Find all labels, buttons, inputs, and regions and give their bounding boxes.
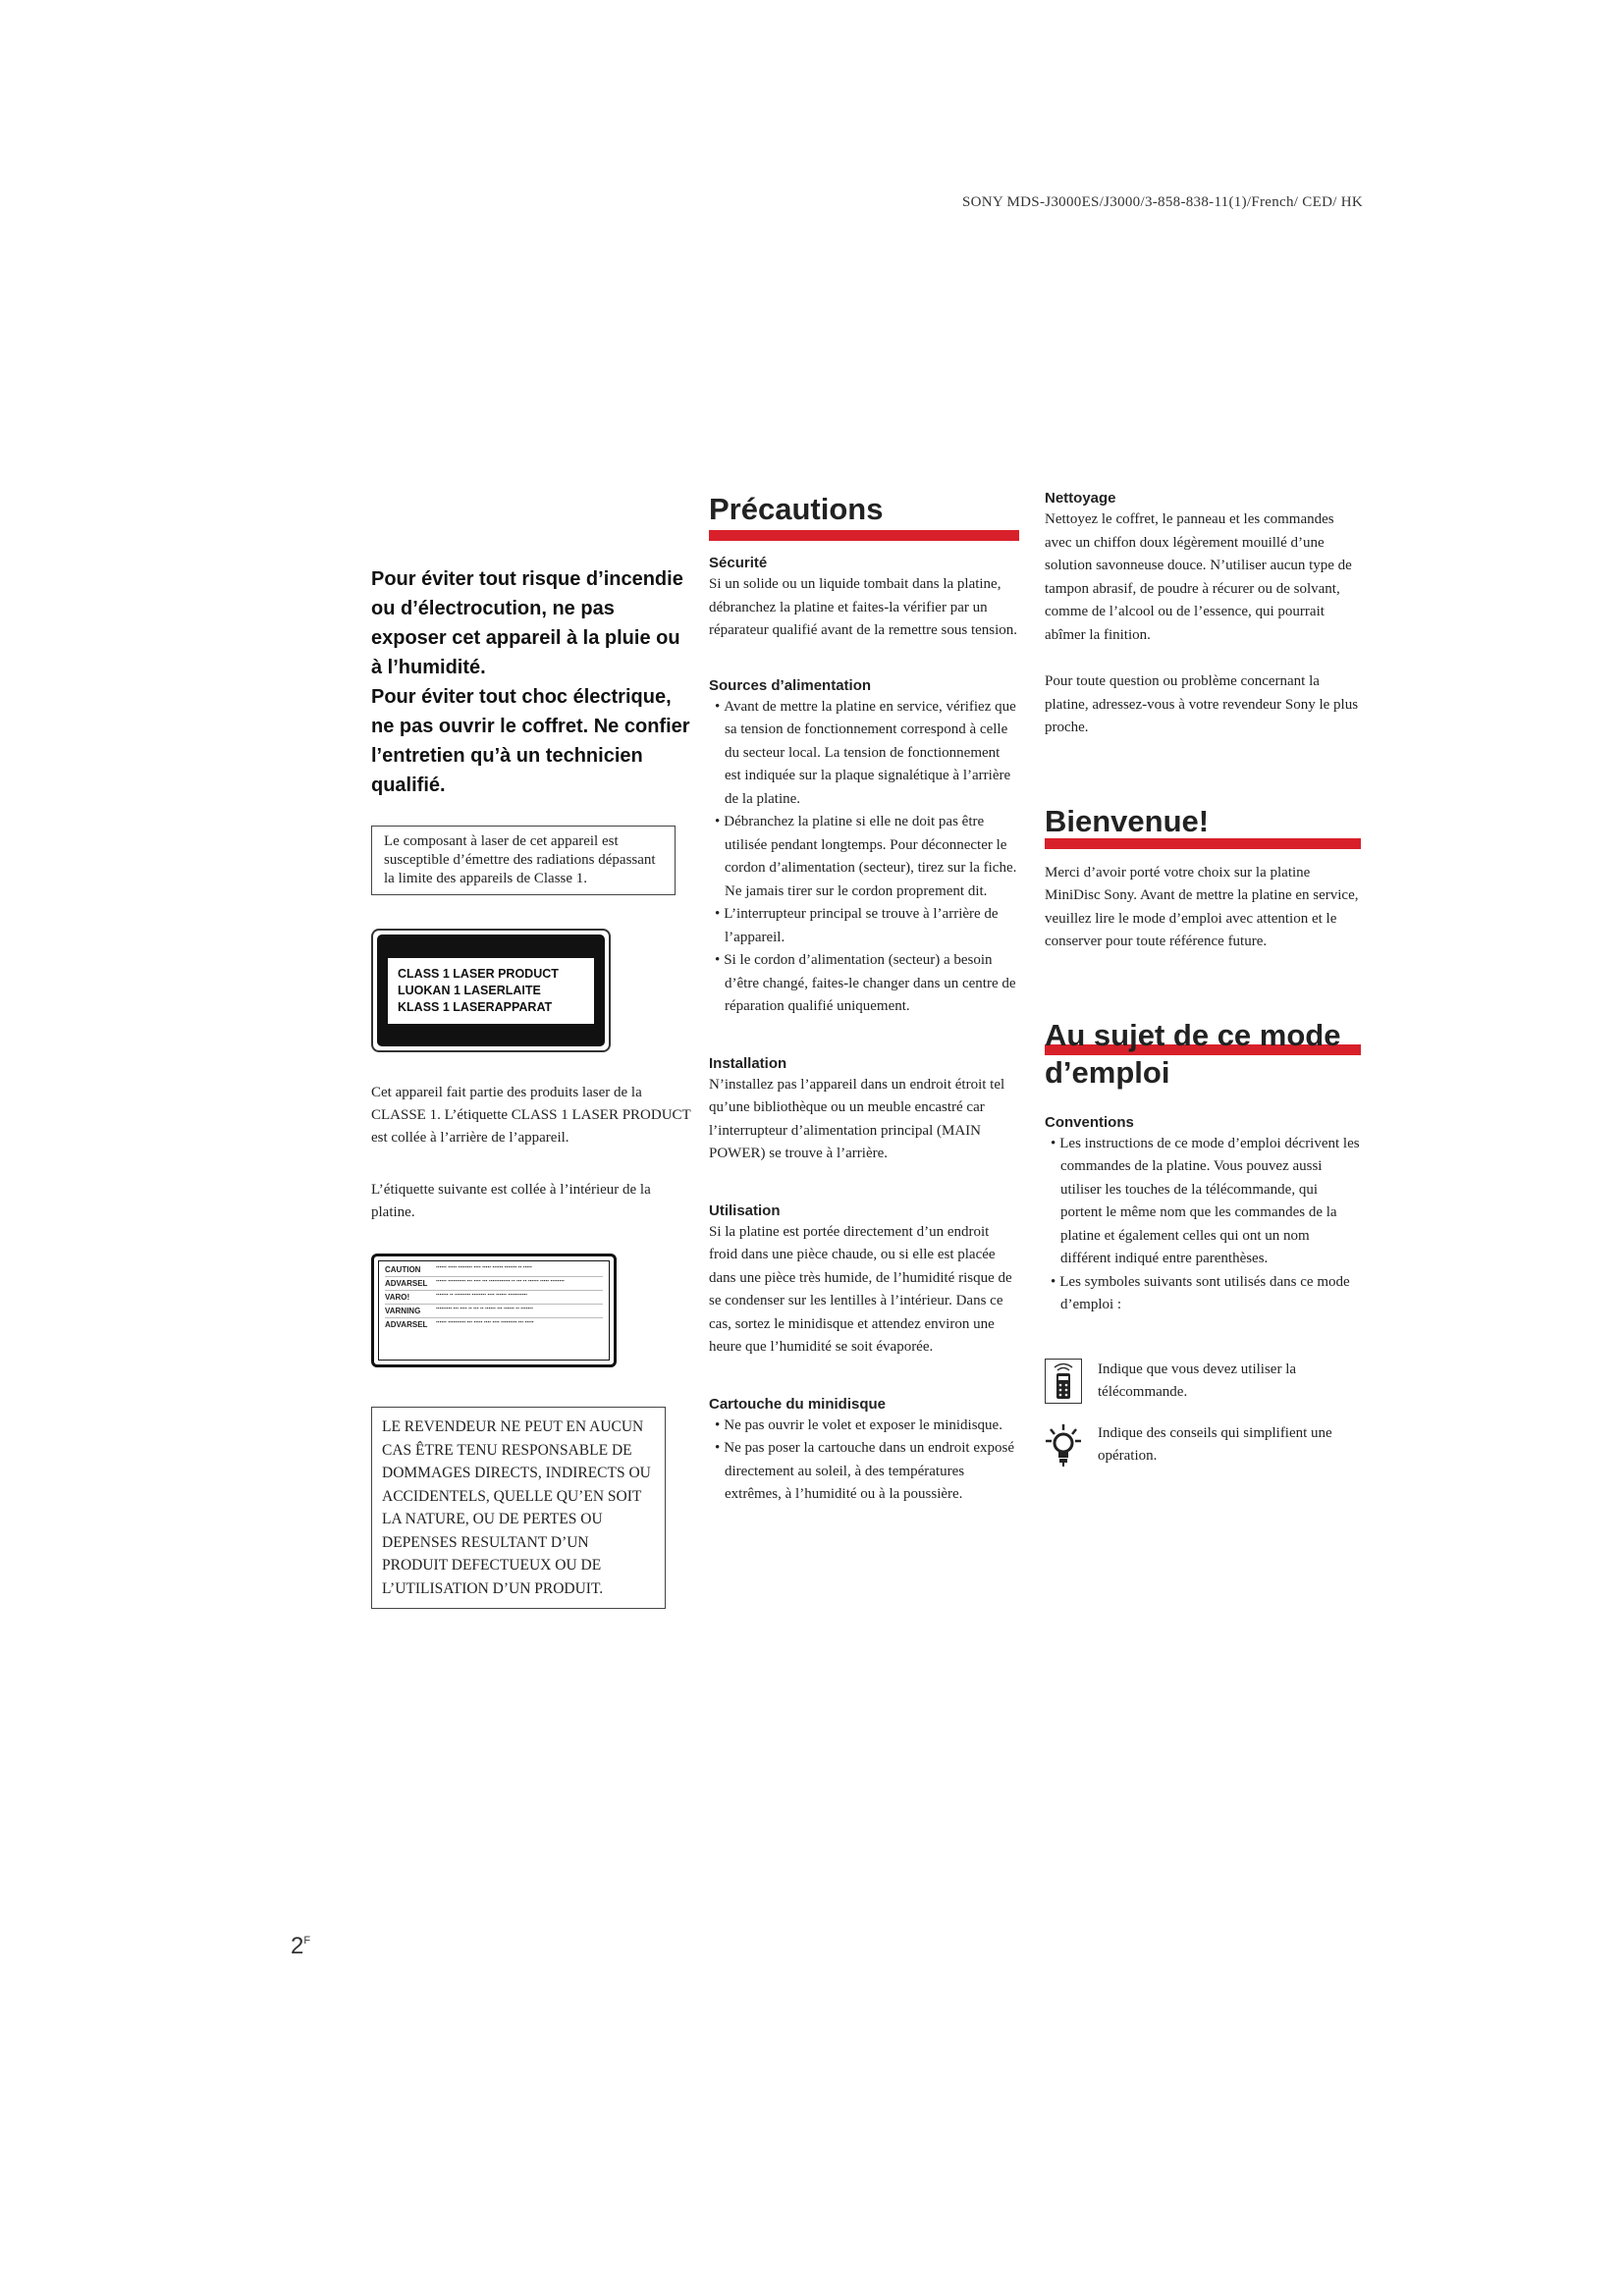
fine-print-icon: ▪▪▪▪▪▪ ▪▪▪▪▪ ▪▪▪▪▪▪▪▪ ▪▪▪▪ ▪▪▪▪▪ ▪▪▪▪▪▪ ▪▪▪▪▪▪▪ ▪▪ ▪▪▪▪▪ <box>436 1264 532 1269</box>
cartouche-list <box>709 1415 1019 1507</box>
red-title-bar <box>709 530 1019 541</box>
list-item: • Ne pas poser la cartouche dans un endroit exposé directement au soleil, à des températures extrêmes, à l’humidité ou à la poussière. <box>709 1437 1019 1507</box>
caution-key: CAUTION <box>385 1265 421 1274</box>
list-item: • Ne pas ouvrir le volet et exposer le minidisque. <box>709 1415 1019 1438</box>
nettoyage-heading: Nettoyage <box>1045 490 1116 507</box>
class1-description: Cet appareil fait partie des produits laser de la CLASSE 1. L’étiquette CLASS 1 LASER PRODUCT est collée à l’arrière de l’appareil. <box>371 1085 691 1146</box>
left-column <box>371 564 695 1609</box>
laser-notice-box: Le composant à laser de cet appareil est susceptible d’émettre des radiations dépassant la limite des appareils de Classe 1. <box>371 826 676 895</box>
internal-label-note: L’étiquette suivante est collée à l’intérieur de la platine. <box>371 1182 651 1220</box>
label-line: CLASS 1 LASER PRODUCT <box>398 966 559 981</box>
fine-print-icon: ▪▪▪▪▪▪▪▪▪ ▪▪▪ ▪▪▪▪ ▪▪ ▪▪▪ ▪▪ ▪▪▪▪▪▪ ▪▪▪ ▪▪▪▪▪▪ ▪▪ ▪▪▪▪▪▪▪ <box>436 1306 533 1310</box>
contact-text: Pour toute question ou problème concernant la platine, adressez-vous à votre revendeur Sony le plus proche. <box>1045 673 1359 735</box>
class1-laser-label <box>371 929 611 1052</box>
bienvenue-title: Bienvenue! <box>1045 803 1210 838</box>
remote-control-icon <box>1045 1359 1082 1404</box>
list-item: • Les symboles suivants sont utilisés dans ce mode d’emploi : <box>1045 1271 1361 1317</box>
right-column <box>1045 489 1361 1468</box>
label-line: LUOKAN 1 LASERLAITE <box>398 983 541 997</box>
class1-label-text <box>388 958 594 1024</box>
middle-column <box>709 491 1019 1507</box>
caution-row <box>385 1265 603 1277</box>
installation-text: N’installez pas l’appareil dans un endroit étroit tel qu’une bibliothèque ou un meuble encastré car l’interrupteur d’alimentation principal (MAIN POWER) se trouve à l’arrière. <box>709 1076 1005 1161</box>
securite-text: Si un solide ou un liquide tombait dans la platine, débranchez la platine et faites-la vérifier par un réparateur qualifié avant de la remettre sous tension. <box>709 576 1018 638</box>
utilisation-heading: Utilisation <box>709 1201 781 1219</box>
internal-caution-label <box>371 1254 617 1367</box>
precautions-title-wrap <box>709 491 1019 528</box>
class1-label-frame <box>377 934 605 1046</box>
nettoyage-text: Nettoyez le coffret, le panneau et les commandes avec un chiffon doux légèrement mouillé d’une solution savonneuse douce. N’utiliser aucun type de tampon abrasif, de poudre à récurer ou de solvant, comme de l’alcool ou de l’essence, qui pourrait abîmer la finition. <box>1045 511 1352 643</box>
sources-heading: Sources d’alimentation <box>709 676 872 694</box>
page-suffix: F <box>303 1935 311 1947</box>
mode-title-line2: d’emploi <box>1045 1054 1170 1090</box>
caution-key: VARNING <box>385 1307 421 1315</box>
caution-row <box>385 1320 603 1331</box>
mode-title-line1: Au sujet de ce mode <box>1045 1017 1341 1052</box>
label-line: KLASS 1 LASERAPPARAT <box>398 999 553 1014</box>
precautions-title: Précautions <box>709 492 884 526</box>
remote-symbol-row <box>1045 1359 1361 1405</box>
conventions-list <box>1045 1133 1361 1317</box>
sources-list <box>709 696 1019 1019</box>
tip-symbol-row <box>1045 1422 1361 1468</box>
caution-label-frame <box>378 1260 610 1361</box>
fine-print-icon: ▪▪▪▪▪▪ ▪▪▪▪▪▪▪▪▪▪ ▪▪▪ ▪▪▪▪ ▪▪▪ ▪▪▪▪▪▪▪▪▪▪▪▪ ▪▪ ▪▪▪ ▪▪ ▪▪▪▪▪▪ ▪▪▪▪▪ ▪▪▪▪▪▪▪▪ <box>436 1278 565 1283</box>
conventions-heading: Conventions <box>1045 1113 1134 1131</box>
document-header-code: SONY MDS-J3000ES/J3000/3-858-838-11(1)/French/ CED/ HK <box>962 194 1363 210</box>
cartouche-heading: Cartouche du minidisque <box>709 1395 887 1413</box>
tip-symbol-text: Indique des conseils qui simplifient une opération. <box>1098 1424 1332 1464</box>
caution-row <box>385 1293 603 1305</box>
list-item: • L’interrupteur principal se trouve à l’arrière de l’appareil. <box>709 903 1019 949</box>
caution-row <box>385 1307 603 1318</box>
caution-row <box>385 1279 603 1291</box>
safety-warning <box>371 564 695 800</box>
list-item: • Les instructions de ce mode d’emploi décrivent les commandes de la platine. Vous pouvez aussi utiliser les touches de la télécommande, qui portent le même nom que les commandes de la platine et également celles qui ont un nom différent indiqué entre parenthèses. <box>1045 1133 1361 1271</box>
fine-print-icon: ▪▪▪▪▪▪▪ ▪▪ ▪▪▪▪▪▪▪▪▪ ▪▪▪▪▪▪▪▪ ▪▪▪▪ ▪▪▪▪▪▪ ▪▪▪▪▪▪▪▪▪▪▪ <box>436 1292 528 1297</box>
page-number <box>291 1933 310 1960</box>
caution-key: ADVARSEL <box>385 1279 428 1288</box>
list-item: • Si le cordon d’alimentation (secteur) a besoin d’être changé, faites-le changer dans un centre de réparation qualifié uniquement. <box>709 949 1019 1019</box>
remote-symbol-text: Indique que vous devez utiliser la télécommande. <box>1098 1361 1297 1400</box>
list-item: • Débranchez la platine si elle ne doit pas être utilisée pendant longtemps. Pour déconnecter le cordon d’alimentation (secteur), tirez sur la fiche. Ne jamais tirer sur le cordon proprement dit. <box>709 811 1019 903</box>
dealer-disclaimer-box: LE REVENDEUR NE PEUT EN AUCUN CAS ÊTRE TENU RESPONSABLE DE DOMMAGES DIRECTS, INDIRECTS OU ACCIDENTELS, QUELLE QU’EN SOIT LA NATURE, OU DE PERTES OU DEPENSES RESULTANT D’UN PRODUIT DEFECTUEUX OU DE L’UTILISATION D’UN PRODUIT. <box>371 1407 666 1609</box>
bienvenue-text: Merci d’avoir porté votre choix sur la platine MiniDisc Sony. Avant de mettre la platine en service, veuillez lire le mode d’emploi avec attention et le conserver pour toute référence future. <box>1045 864 1359 949</box>
bienvenue-title-wrap <box>1045 803 1361 840</box>
shock-warning: Pour éviter tout choc électrique, ne pas ouvrir le coffret. Ne confier l’entretien qu’à un technicien qualifié. <box>371 686 690 796</box>
utilisation-text: Si la platine est portée directement d’un endroit froid dans une pièce chaude, ou si elle est placée dans une pièce très humide, de l’humidité risque de se condenser sur les lentilles à l’intérieur. Dans ce cas, sortez le minidisque et attendez environ une heure que l’humidité se soit évaporée. <box>709 1223 1012 1355</box>
lightbulb-tip-icon <box>1045 1422 1082 1468</box>
installation-heading: Installation <box>709 1054 787 1072</box>
securite-heading: Sécurité <box>709 555 768 571</box>
fire-warning: Pour éviter tout risque d’incendie ou d’électrocution, ne pas exposer cet appareil à la pluie ou à l’humidité. <box>371 568 683 678</box>
fine-print-icon: ▪▪▪▪▪▪ ▪▪▪▪▪▪▪▪▪▪ ▪▪▪ ▪▪▪▪▪ ▪▪▪▪ ▪▪▪▪ ▪▪▪▪▪▪▪▪▪ ▪▪▪ ▪▪▪▪▪ <box>436 1319 534 1324</box>
caution-key: VARO! <box>385 1293 410 1302</box>
list-item: • Avant de mettre la platine en service, vérifiez que sa tension de fonctionnement correspond à celle du secteur local. La tension de fonctionnement est indiquée sur la plaque signalétique à l’arrière de la platine. <box>709 696 1019 812</box>
caution-key: ADVARSEL <box>385 1320 428 1329</box>
mode-title-wrap <box>1045 1017 1361 1092</box>
page-number-value: 2 <box>291 1933 304 1959</box>
